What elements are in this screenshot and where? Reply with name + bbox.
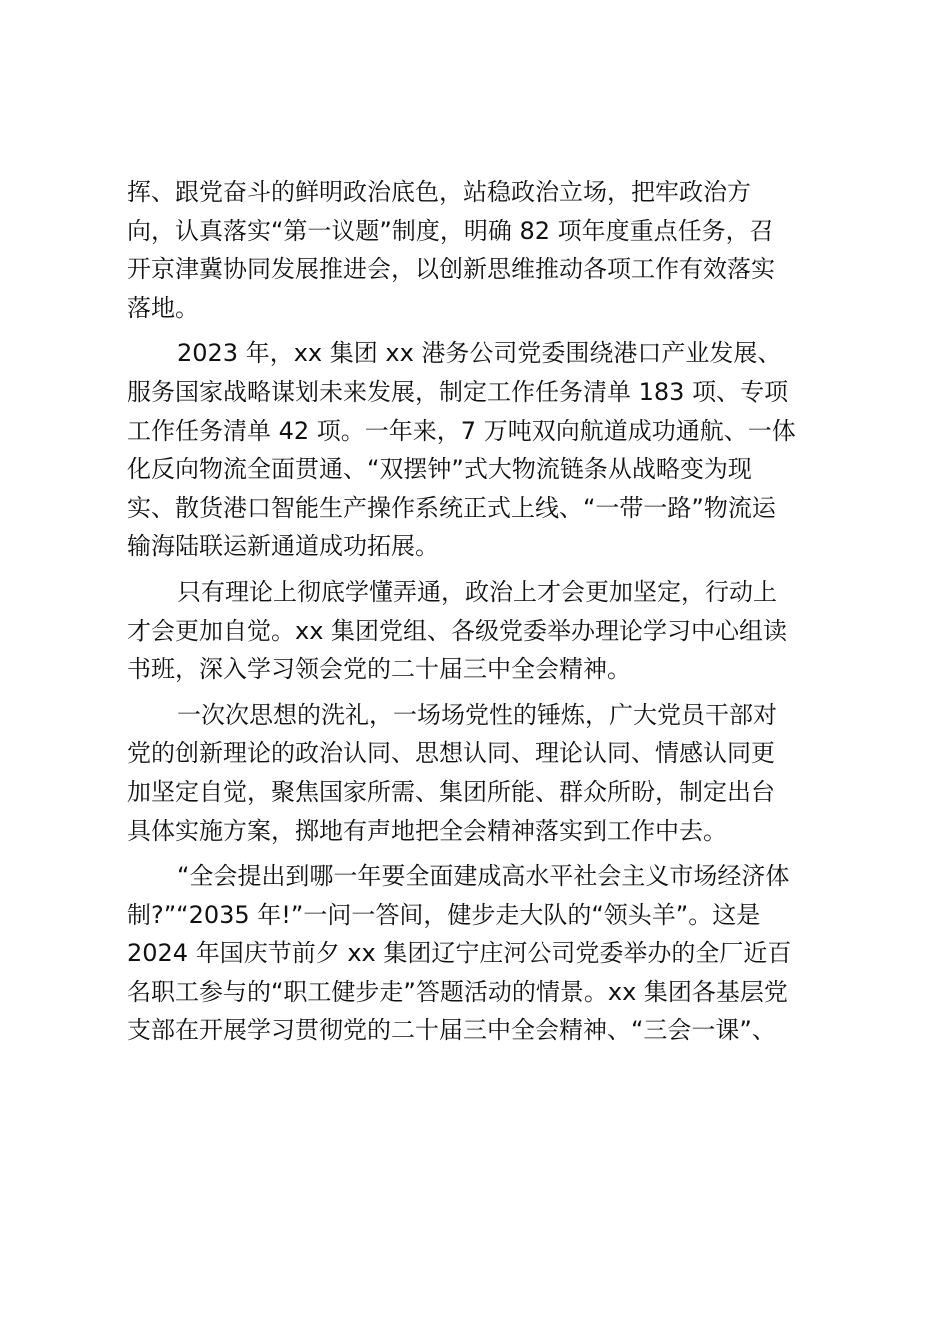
- paragraph-3: [127, 573, 827, 689]
- text-line: 开京津冀协同发展推进会，以创新思维推动各项工作有效落实: [127, 255, 775, 284]
- text-line: 落地。: [127, 293, 199, 322]
- text-line: 书班，深入学习领会党的二十届三中全会精神。: [127, 655, 631, 684]
- text-line: 输海陆联运新通道成功拓展。: [127, 532, 439, 561]
- text-line: 向，认真落实“第一议题”制度，明确 82 项年度重点任务，召: [127, 216, 774, 245]
- text-line: 名职工参与的“职工健步走”答题活动的情景。xx 集团各基层党: [127, 977, 788, 1006]
- text-line: 一次次思想的洗礼，一场场党性的锤炼，广大党员干部对: [177, 700, 777, 729]
- text-line: “全会提出到哪一年要全面建成高水平社会主义市场经济体: [177, 862, 790, 891]
- document-body: [127, 173, 827, 1050]
- text-line: 工作任务清单 42 项。一年来，7 万吨双向航道成功通航、一体: [127, 416, 796, 445]
- text-line: 实、散货港口智能生产操作系统正式上线、“一带一路”物流运: [127, 493, 776, 522]
- text-line: 挥、跟党奋斗的鲜明政治底色，站稳政治立场，把牢政治方: [127, 178, 751, 206]
- paragraph-spacer: [127, 689, 827, 696]
- text-line: 具体实施方案，掷地有声地把全会精神落实到工作中去。: [127, 816, 727, 845]
- paragraph-4: [127, 696, 827, 850]
- paragraph-2: [127, 334, 827, 566]
- text-line: 党的创新理论的政治认同、思想认同、理论认同、情感认同更: [127, 739, 775, 768]
- text-line: 只有理论上彻底学懂弄通，政治上才会更加坚定，行动上: [177, 577, 777, 606]
- paragraph-spacer: [127, 327, 827, 334]
- paragraph-spacer: [127, 566, 827, 573]
- paragraph-5: [127, 857, 827, 1050]
- text-line: 2024 年国庆节前夕 xx 集团辽宁庄河公司党委举办的全厂近百: [127, 939, 792, 968]
- text-line: 服务国家战略谋划未来发展，制定工作任务清单 183 项、专项: [127, 377, 789, 406]
- paragraph-spacer: [127, 850, 827, 857]
- text-line: 化反向物流全面贯通、“双摆钟”式大物流链条从战略变为现: [127, 455, 752, 484]
- text-line: 支部在开展学习贯彻党的二十届三中全会精神、“三会一课”、: [127, 1016, 776, 1045]
- paragraph-1: [127, 173, 827, 327]
- text-line: 才会更加自觉。xx 集团党组、各级党委举办理论学习中心组读: [127, 616, 788, 645]
- text-line: 2023 年，xx 集团 xx 港务公司党委围绕港口产业发展、: [177, 339, 782, 368]
- text-line: 加坚定自觉，聚焦国家所需、集团所能、群众所盼，制定出台: [127, 777, 775, 806]
- text-line: 制?”“2035 年!”一问一答间，健步走大队的“领头羊”。这是: [127, 900, 761, 929]
